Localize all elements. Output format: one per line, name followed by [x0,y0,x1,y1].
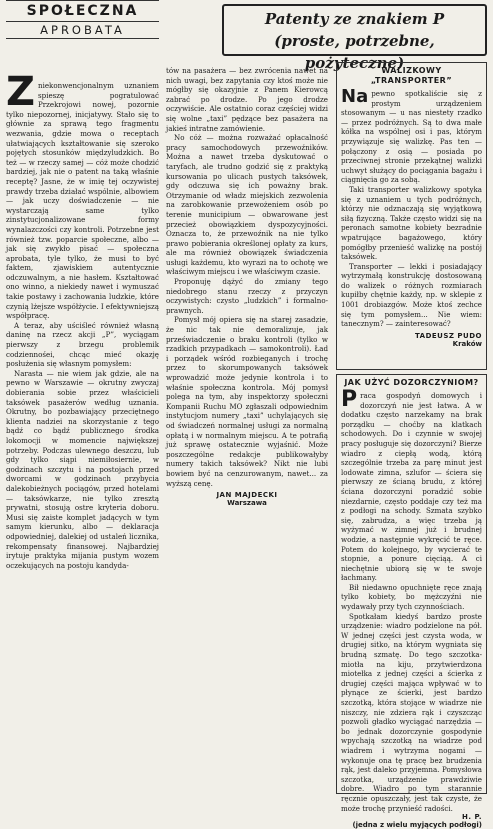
box1-city: Kraków [452,339,482,348]
article1-paragraph-1: niekonwencjonalnym uznaniem spieszę pogratulować Przekrojowi nowej, pozornie tylko niepozornej, inicjatywy. Stało się to głównie za sprawą tego fragmentu wezwania, gdzie mowa o receptach ułatwiających kształtowanie się szeroko pojętych stosunków międzyludzkich. Bo też — w rzeczy samej — cóż może chodzić bardziej, jak nie o patent na taką właśnie receptę? Jasne, że w imię tej oczywistej prawdy trzeba działać wspólnie, albowiem — jak uczy doświadczenie — nie wystarczają same tylko zinstytucjonalizowane formy wynalazczości czy kontroli. Potrzebne jest również tzw. poparcie społeczne, albo — jak się zwykło pisać — społeczna aprobata, tyle tylko, że musi to być faktem, zjawiskiem autentycznie odczuwalnym, a nie hasłem. Kształtować ono winno, a niekiedy nawet i wymuszać takie postawy i zachowania ludzkie, które czynią lżejsze współżycie. I efektywniejszą współpracę. [6,81,159,321]
banner-line-1: Patenty ze znakiem P [264,10,445,28]
article1-cont-paragraph-3: Proponuję dążyć do zmiany tego niedobrego stanu rzeczy z przyczyn oczywistych: czysto „ludzkich” i formalno-prawnych. [166,277,328,315]
box1-dropcap: Na [341,86,369,107]
article1-cont-paragraph-4: Pomysł mój opiera się na starej zasadzie, że nic tak nie demoralizuje, jak przeświadczenie o braku kontroli (tylko w rzadkich przypadkach — samokontroli). Ład i porządek wśród rozbieganych i trochę przez to skorumpowanych taksówek wprowadzić może jedynie kontrola i to właśnie społeczna kontrola. Mój pomysł polega na tym, aby inspektorzy społeczni Kompanii Ruchu MO zgłaszali odpowiednim instytucjom numery „taxi” uchylających się od świadczeń normalnej usługi za normalną opłatą i w normalnym miejscu. A te potrafią już sprawę ostatecznie wyjaśnić. Może poszczególne redakcje publikowałyby numery takich taksówek? Nikt nie lubi bowiem być na cenzurowanym, nawet... za wyższą cenę. [166,315,328,488]
box2-title: JAK UŻYĆ DOZORCZYNIOM? [344,378,479,387]
box2-city: (jedna z wielu myjących podłogi) [352,821,482,829]
article1-paragraph-2: A teraz, aby uściśleć również własną daninę na rzecz akcji „P”, wyciągam pierwszy z brzegu problemik codziennośei, chcąc mieć okazję posłużenia się własnym pomysłem: [6,320,159,369]
box2-paragraph-2: Bił niedawno opuchnięte ręce znają tylko kobiety, bo mężczyźni nie wydawały przy tych czynnościach. [341,582,482,612]
section-header [6,0,159,39]
article1-city: Warszawa [227,499,267,508]
section-subtitle: APROBATA [6,21,159,37]
left-column [6,0,159,570]
box2-author: H. P. [462,813,482,822]
middle-column [166,0,328,507]
article1-cont-paragraph-2: No cóż — można rozważać opłacalność pracy samochodowych przewoźników. Można a nawet trzeba dyskutować o taryfach, ale trudno godzić się z praktyką kursowania po ulicach pustych taksówek, gdy odczuwa się ich poważny brak. Otrzymanie od władz miejskich zezwolenia na zarobkowanie przewożeniem osób po terenie municipium — obwarowane jest przecież obowiązkiem dyspozycyjności. Oznacza to, że przewoźnik na nie tylko prawo pobierania określonej opłaty za kurs, ale ma również obowiązek świadczenia usługi każdemu, kto wyrazi na to ochotę we właściwym miejscu i we właściwym czasie. [166,133,328,277]
box1-author: TADEUSZ PUDO [414,331,482,340]
box2-paragraph-3: Spotkałam kiedyś bardzo proste urządzenie: wiadro podzielone na pół. W jednej części jest czysta woda, w drugiej sitko, na którym wygniata się brudną szmatę. Do tego szczotka-miotła na kiju, przytwierdzona miotełka z jednej części a ścierka z drugiej części mająca wpływać w to płynące ze ścierki, jest bardzo szczotką, która stojące w wiadrze nie niszczy, nie zdziera rąk i czyszcząc pozwoli gładko wyciągać narzędzia — bo jednak dozorczynie gospodynie wpychają szczotką na wiadrze pod wiadrem i wytrzyma nogami — wykonuje ona tę pracę bez brudzenia rąk, jest daleko przyjemna. Pomysłowa szczotka, urządzenie prawdziwie dobre. Wiadro po tym starannie ręcznie opuszczały, jest tak czyste, że może trochę przynieść radości. [341,611,482,813]
box-walizkowy [336,62,487,370]
box2-lead [341,387,482,583]
box1-title: WALIZKOWY „TRANSPORTER” [370,66,453,85]
article1-paragraph-3: Narasta — nie wiem jak gdzie, ale na pewno w Warszawie — okrutny zwyczaj dobierania sobie przez właścicieli taksówek pasażerów według uznania. Okrutny, bo pozbawiający przeciętnego klienta nadziei na skorzystanie z tego bądź co bądź publicznego środka lokomocji w momencie największej potrzeby. Podczas ulewnego deszczu, lub gdy tylko siąpi niemiłosiernie, w godzinach szczytu i na postojach przed dworcami w godzinach przybycia dalekobieżnych pociągów, przed hotelami — taksówkarze, nie tylko zresztą prywatni, stosują ostre kryteria doboru. Musi się zaiste komplet jadących w tym samym kierunku, albo — deklaracja odpowiedniej, dalekiej od ustaleń licznika, rekompensaty finansowej. Najbardziej irytuje praktyka mijania pustym wozem oczekujących na postoju kandyda- [6,368,159,570]
box1-paragraph-1: pewno spotkaliście się z prostym urządzeniem stosowanym — u nas niestety rzadko — przez podróżnych. Są to dwa małe kółka na wspólnej osi i pas, którym przywiązuje się walizkę. Pas ten — połączony z osią — posiada po przeciwnej stronie przekątnej walizki uchwyt służący do pociągania bagażu i ciągnięcia go za sobą. [341,89,482,185]
article1-lead [6,69,159,321]
article1-dropcap: Z [6,69,36,115]
box-dozorczynie [336,374,487,829]
box2-dropcap: P [341,387,358,412]
section-title: SPOŁECZNA [26,3,139,19]
box1-lead [341,86,482,185]
banner-line-2: (proste, potrzebne, pożyteczne) [274,32,435,72]
article1-author: JAN MAJDECKI [216,491,278,500]
box2-paragraph-1: raca gospodyń domowych i dozorczyń nie jest łatwa. A w dodatku często narzekamy na brak porządku — choćby na klatkach schodowych. Do i czynnie w swojej pracy posługuje się dozorczyni? Bierze wiadro z ciepłą wodą, którą szczególnie trzeba za parę minut jest lodowate zimna, szlufor — ściera się pierwszy ze ścianą brudu, z której ściana dozorczyni poradzić sobie niezdarnie, często poddaje czy też ma z podłogi na schody. Szmata szybko się, zabrudza, a więc trzeba ją wyżymać w zimnej już i brudnej wodzie, a następnie wykręcić te ręce. Potem do kolejnego, by wycierać te stopnie, a ponure cięciąą. A ci niechętnie ubiorą się w te swoje łachmany. [341,391,482,583]
article1-cont-paragraph-1: tów na pasażera — bez zwrócenia nawet na nich uwagi, bez zapytania czy ktoś może nie mógłby się okazyjnie z Panem Kierowcą zabrać po drodze. Po jego drodze oczywiście. Ale ostatnio coraz częściej widzi się wolne „taxi” pędzące bez pasażera na jakieś intratne zamówienie. [166,66,328,133]
box1-paragraph-3: Transporter — lekki i posiadający wytrzymałą konstrukcję dostosowaną do walizek o różnych rozmiarach kupiłby chętnie każdy, np. w sklepie z 1001 drobiazgów. Może ktoś zechce się tym pomysłem... Nie wiem: tanecznym? — zainteresować? [341,261,482,329]
box1-paragraph-2: Taki transporter walizkowy spotyka się z uznaniem u tych podróżnych, którzy nie odznaczają się wyjątkową siłą fizyczną. Także często widzi się na peronach samotne kobiety bezradnie wpatrujące bagażowego, który pomógłby przenieść walizkę na postój taksówek. [341,184,482,262]
